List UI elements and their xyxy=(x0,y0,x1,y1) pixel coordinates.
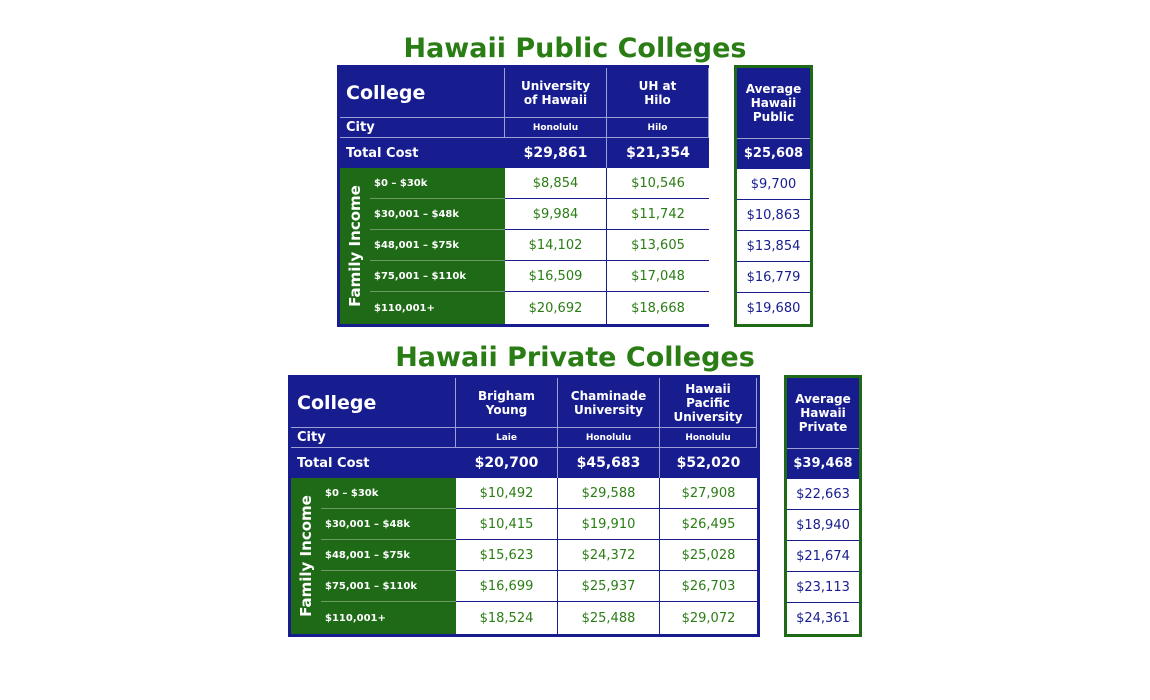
net-cost-cell: $16,699 xyxy=(456,571,558,602)
average-cell: $24,361 xyxy=(787,602,859,634)
average-cell: $23,113 xyxy=(787,571,859,602)
college-header: College xyxy=(291,378,456,428)
net-cost-cell: $8,854 xyxy=(505,168,607,199)
average-cell: $13,854 xyxy=(737,230,810,261)
public-average-column xyxy=(734,65,813,327)
income-bracket: $110,001+ xyxy=(370,292,505,324)
net-cost-cell: $20,692 xyxy=(505,292,607,324)
college-name: University of Hawaii xyxy=(505,68,607,118)
net-cost-cell: $26,495 xyxy=(660,509,757,540)
average-total: $39,468 xyxy=(787,448,859,478)
total-cost-value: $29,861 xyxy=(505,138,607,168)
net-cost-cell: $14,102 xyxy=(505,230,607,261)
net-cost-cell: $25,028 xyxy=(660,540,757,571)
net-cost-cell: $29,588 xyxy=(558,478,660,509)
average-label: Average Hawaii Private xyxy=(787,378,859,448)
net-cost-cell: $25,488 xyxy=(558,602,660,634)
city-value: Honolulu xyxy=(558,428,660,448)
college-name: UH at Hilo xyxy=(607,68,709,118)
net-cost-cell: $10,492 xyxy=(456,478,558,509)
average-cell: $18,940 xyxy=(787,509,859,540)
total-cost-value: $20,700 xyxy=(456,448,558,478)
net-cost-cell: $17,048 xyxy=(607,261,709,292)
family-income-label: Family Income xyxy=(346,185,364,307)
net-cost-cell: $19,910 xyxy=(558,509,660,540)
private-table xyxy=(288,375,760,637)
family-income-label: Family Income xyxy=(297,495,315,617)
average-label: Average Hawaii Public xyxy=(737,68,810,138)
average-cell: $22,663 xyxy=(787,478,859,509)
net-cost-cell: $26,703 xyxy=(660,571,757,602)
income-bracket: $0 – $30k xyxy=(370,168,505,199)
net-cost-cell: $15,623 xyxy=(456,540,558,571)
college-name: Brigham Young xyxy=(456,378,558,428)
income-bracket: $48,001 – $75k xyxy=(370,230,505,261)
total-cost-label: Total Cost xyxy=(291,448,456,478)
college-name: Hawaii Pacific University xyxy=(660,378,757,428)
average-cell: $16,779 xyxy=(737,261,810,292)
net-cost-cell: $10,415 xyxy=(456,509,558,540)
city-value: Honolulu xyxy=(660,428,757,448)
total-cost-label: Total Cost xyxy=(340,138,505,168)
income-bracket: $48,001 – $75k xyxy=(321,540,456,571)
total-cost-value: $21,354 xyxy=(607,138,709,168)
net-cost-cell: $11,742 xyxy=(607,199,709,230)
city-label: City xyxy=(291,428,456,448)
city-value: Honolulu xyxy=(505,118,607,138)
total-cost-value: $45,683 xyxy=(558,448,660,478)
net-cost-cell: $16,509 xyxy=(505,261,607,292)
city-value: Hilo xyxy=(607,118,709,138)
city-label: City xyxy=(340,118,505,138)
income-bracket: $30,001 – $48k xyxy=(370,199,505,230)
net-cost-cell: $27,908 xyxy=(660,478,757,509)
net-cost-cell: $9,984 xyxy=(505,199,607,230)
income-bracket: $75,001 – $110k xyxy=(321,571,456,602)
public-title: Hawaii Public Colleges xyxy=(403,33,747,64)
city-value: Laie xyxy=(456,428,558,448)
public-table xyxy=(337,65,709,327)
net-cost-cell: $10,546 xyxy=(607,168,709,199)
average-cell: $19,680 xyxy=(737,292,810,324)
private-title: Hawaii Private Colleges xyxy=(395,342,755,373)
net-cost-cell: $18,668 xyxy=(607,292,709,324)
net-cost-cell: $24,372 xyxy=(558,540,660,571)
average-total: $25,608 xyxy=(737,138,810,168)
net-cost-cell: $25,937 xyxy=(558,571,660,602)
average-cell: $21,674 xyxy=(787,540,859,571)
income-bracket: $30,001 – $48k xyxy=(321,509,456,540)
net-cost-cell: $18,524 xyxy=(456,602,558,634)
total-cost-value: $52,020 xyxy=(660,448,757,478)
average-cell: $9,700 xyxy=(737,168,810,199)
net-cost-cell: $29,072 xyxy=(660,602,757,634)
average-cell: $10,863 xyxy=(737,199,810,230)
net-cost-cell: $13,605 xyxy=(607,230,709,261)
college-name: Chaminade University xyxy=(558,378,660,428)
income-bracket: $110,001+ xyxy=(321,602,456,634)
income-bracket: $0 – $30k xyxy=(321,478,456,509)
college-header: College xyxy=(340,68,505,118)
income-bracket: $75,001 – $110k xyxy=(370,261,505,292)
private-average-column xyxy=(784,375,862,637)
